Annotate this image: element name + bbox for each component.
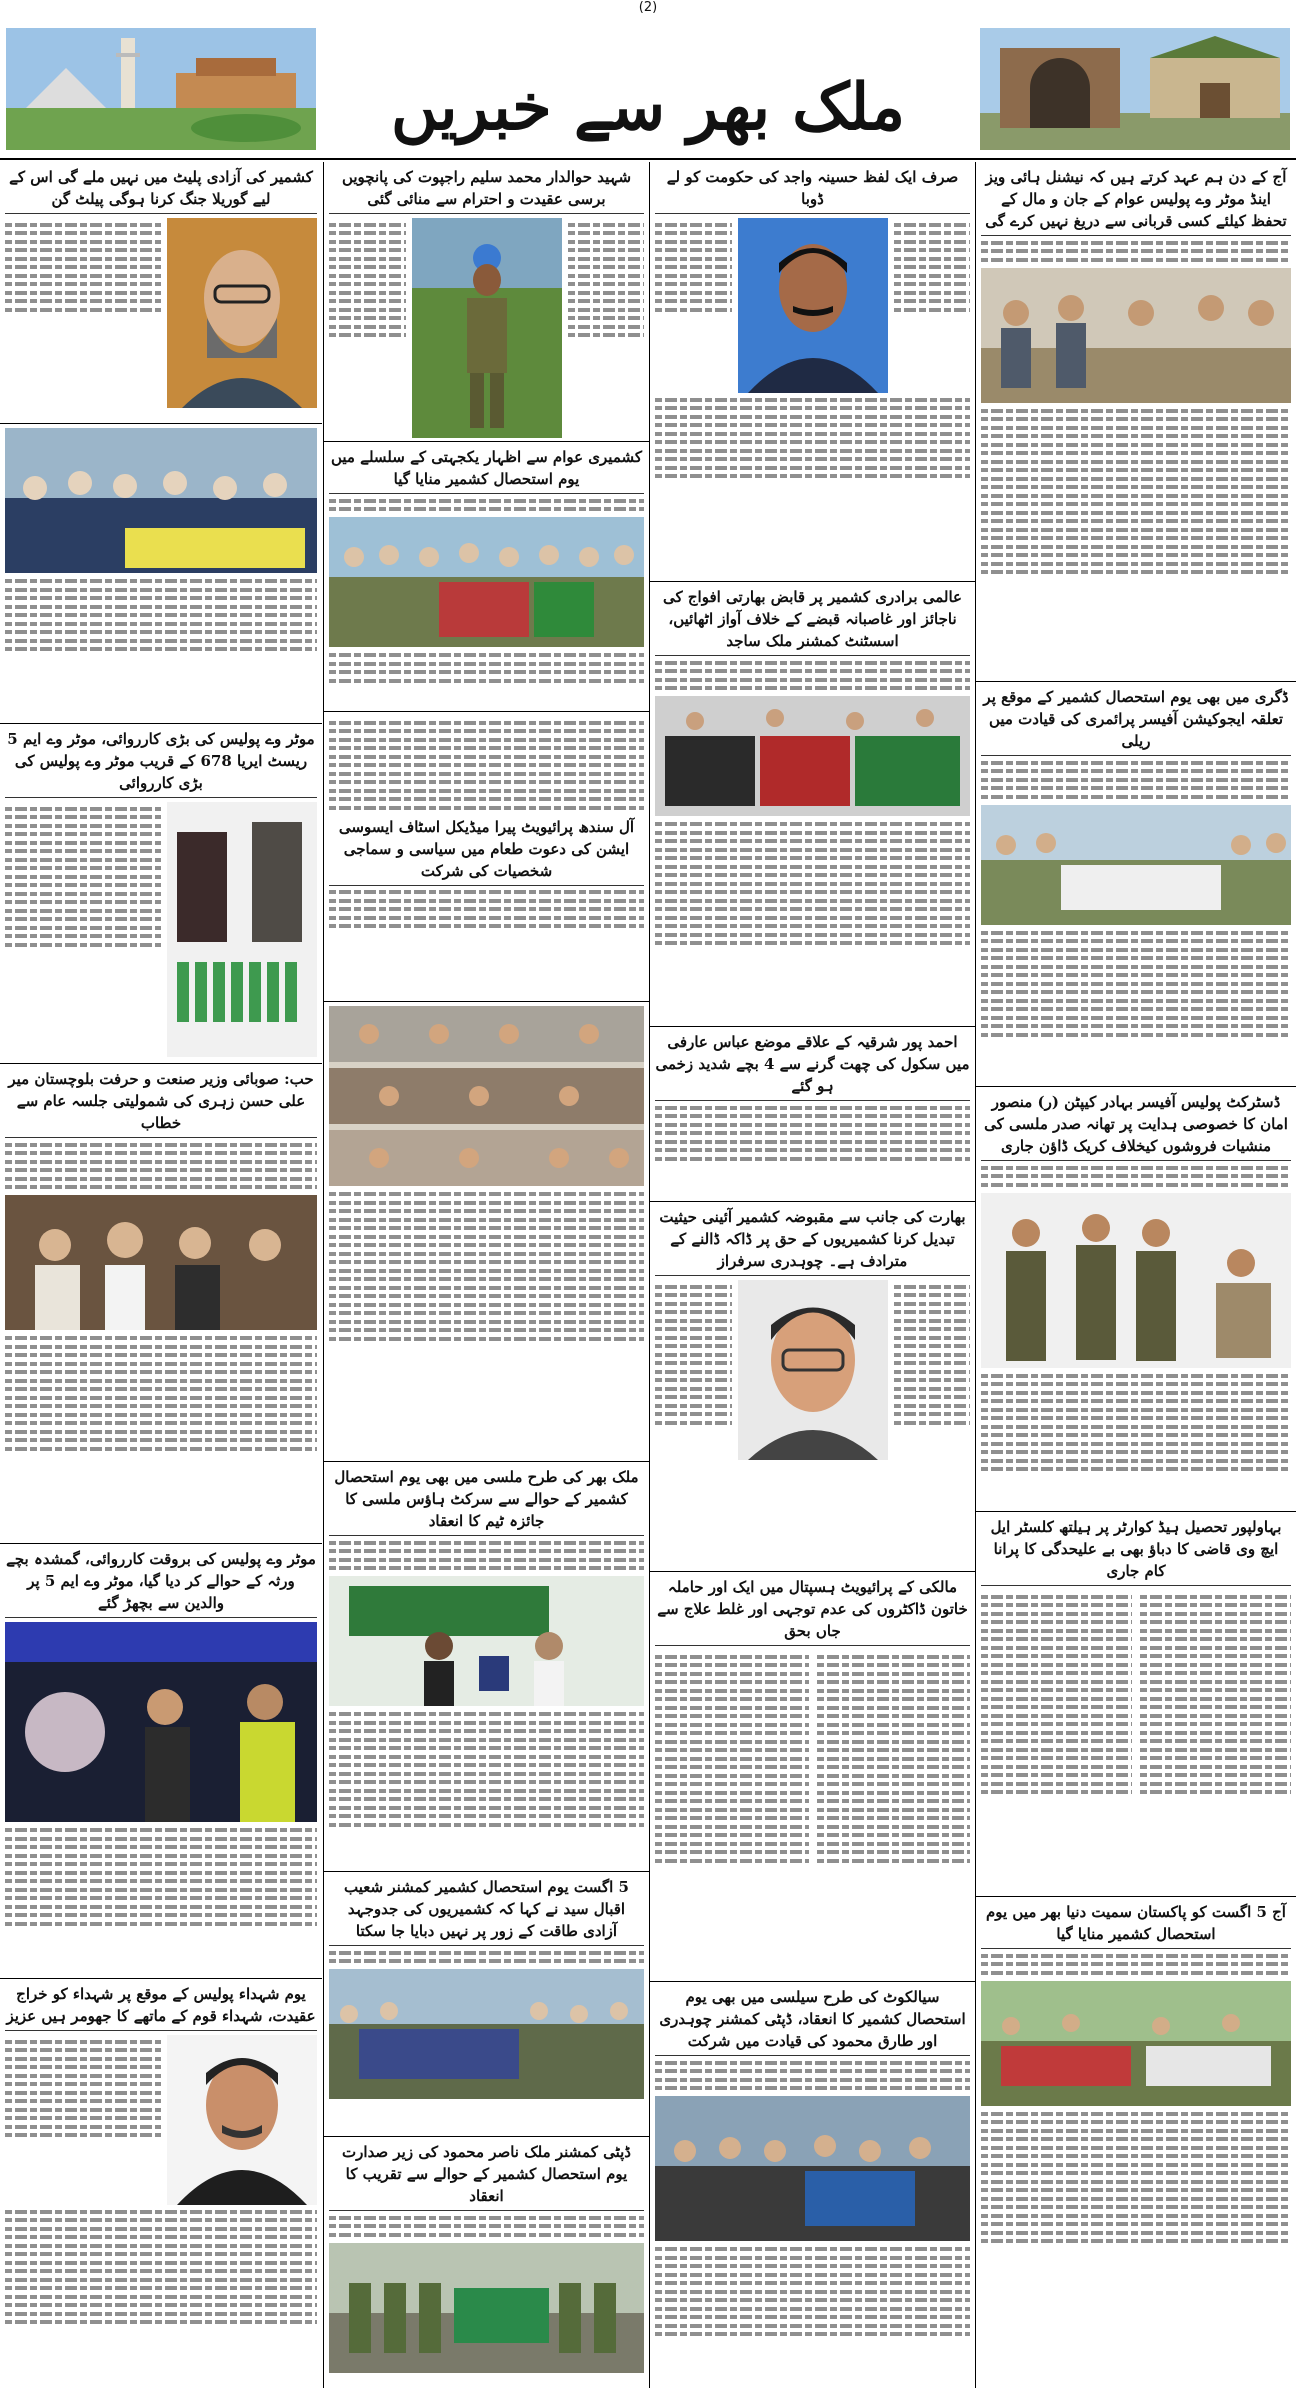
column-right (976, 162, 1296, 2388)
article-headline: بھارت کی جانب سے مقبوضہ کشمیر آئینی حیثیت تبدیل کرنا کشمیریوں کے حق پر ڈاکہ ڈالنے کے مترادف ہے۔ چوہدری سرفراز (655, 1206, 970, 1276)
article (650, 1982, 975, 2388)
masthead-title: ملک بھر سے خبریں (390, 70, 906, 145)
rescue-photo (5, 1622, 317, 1822)
article-headline: احمد پور شرقیہ کے علاقے موضع عباس عارفی میں سکول کی چھت گرنے سے 4 بچے شدید زخمی ہو گئے (655, 1031, 970, 1101)
article (650, 1202, 975, 1572)
article (324, 1872, 649, 2137)
article (976, 162, 1296, 682)
article (324, 442, 649, 712)
article-headline: موٹر وے پولیس کی بروقت کارروائی، گمشدہ بچے ورثہ کے حوالے کر دیا گیا، موٹر وے ایم 5 پر والدین سے بچھڑ گئے (5, 1548, 317, 1618)
article (976, 1087, 1296, 1512)
police-parade-photo (329, 2243, 644, 2373)
column-center-left (324, 162, 649, 2388)
article-headline: آج کے دن ہم عہد کرتے ہیں کہ نیشنل ہائی ویز اینڈ موٹر وے پولیس عوام کے جان و مال کے تحفظ کیلئے کسی قربانی سے دریغ نہیں کرے گی (981, 166, 1291, 236)
article-headline: ڈگری میں بھی یوم استحصال کشمیر کے موقع پر تعلقہ ایجوکیشن آفیسر پرائمری کی قیادت میں ریلی (981, 686, 1291, 756)
article-headline: یوم شہداء پولیس کے موقع پر شہداء کو خراج عقیدت، شہداء قوم کے ماتھے کا جھومر ہیں عزیز (5, 1983, 317, 2031)
article-headline: شہید حوالدار محمد سلیم راجپوت کی پانچویں برسی عقیدت و احترام سے منائی گئی (329, 166, 644, 214)
article-headline: آل سندھ پرائیویٹ پیرا میڈیکل اسٹاف ایسوسی ایشن کی دعوت طعام میں سیاسی و سماجی شخصیات کی شرکت (329, 816, 644, 886)
article (0, 724, 322, 1064)
article (650, 1027, 975, 1202)
article (976, 682, 1296, 1087)
column-center-right (650, 162, 975, 2388)
article-headline: عالمی برادری کشمیر پر قابض بھارتی افواج کی ناجائز اور غاصبانہ قبضے کے خلاف آواز اٹھائیں، اسسٹنٹ کمشنر ملک ساجد (655, 586, 970, 656)
police-arrest-photo (981, 1193, 1291, 1368)
article-headline: ڈپٹی کمشنر ملک ناصر محمود کی زیر صدارت یوم استحصال کشمیر کے حوالے سے تقریب کا انعقاد (329, 2141, 644, 2211)
police-meeting-photo (981, 268, 1291, 403)
masthead (0, 18, 1296, 160)
masthead-landmarks-photo (6, 28, 316, 150)
speech-photo (5, 1195, 317, 1330)
article (650, 162, 975, 582)
article (976, 1897, 1296, 2388)
masthead-gateway-photo (980, 28, 1290, 150)
article (0, 162, 322, 424)
article-headline: حب: صوبائی وزیر صنعت و حرفت بلوچستان میر علی حسن زہری کی شمولیتی جلسہ عام سے خطاب (5, 1068, 317, 1138)
article (0, 1979, 322, 2388)
article-headline: مالکی کے پرائیویٹ ہسپتال میں ایک اور حاملہ خاتون ڈاکٹروں کی عدم توجہی اور غلط علاج سے جاں بحق (655, 1576, 970, 1646)
rally-banner-photo (329, 517, 644, 647)
article-headline: ڈسٹرکٹ پولیس آفیسر بہادر کیپٹن (ر) منصور امان کا خصوصی ہدایت پر تھانہ صدر ملسی کی منشیات فروشوں کیخلاف کریک ڈاؤن جاری (981, 1091, 1291, 1161)
school-rally-photo (981, 805, 1291, 925)
gathering-photo-collage (329, 1006, 644, 1186)
article (650, 582, 975, 1027)
soldier-photo (412, 218, 562, 438)
article-headline: بہاولپور تحصیل ہیڈ کوارٹر پر ہیلتھ کلسٹر ایل ایچ وی قاضی کا دباؤ بھی بے علیحدگی کا پرانا کام جاری (981, 1516, 1291, 1586)
rally-photo (5, 428, 317, 573)
column-left (0, 162, 322, 2388)
article-headline: 5 اگست یوم استحصال کشمیر کمشنر شعیب اقبال سید نے کہا کہ کشمیریوں کی جدوجہد آزادی طاقت کے زور پر نہیں دبایا جا سکتا (329, 1876, 644, 1946)
article (324, 162, 649, 442)
article-headline: موٹر وے پولیس کی بڑی کارروائی، موٹر وے ایم 5 ریسٹ ایریا 678 کے قریب موٹر وے پولیس کی بڑی کارروائی (5, 728, 317, 798)
article (324, 712, 649, 1002)
article-headline: آج 5 اگست کو پاکستان سمیت دنیا بھر میں یوم استحصال کشمیر منایا گیا (981, 1901, 1291, 1949)
article-headline: ملک بھر کی طرح ملسی میں بھی یوم استحصال کشمیر کے حوالے سے سرکٹ ہاؤس ملسی کا جائزہ ٹیم کا انعقاد (329, 1466, 644, 1536)
article (650, 1572, 975, 1982)
article (0, 1064, 322, 1544)
seized-goods-photo (167, 802, 317, 1057)
article-headline: کشمیری عوام سے اظہار یکجہتی کے سلسلے میں یوم استحصال کشمیر منایا گیا (329, 446, 644, 494)
article-headline: سیالکوٹ کی طرح سیلسی میں بھی یوم استحصال کشمیر کا انعقاد، ڈپٹی کمشنر چوہدری اور طارق محمود کی قیادت میں شرکت (655, 1986, 970, 2056)
article-headline: کشمیر کی آزادی پلیٹ میں نہیں ملے گی اس کے لیے گوریلا جنگ کرنا ہوگی پیلٹ گن (5, 166, 317, 214)
portrait-photo (167, 2035, 317, 2205)
protest-photo (655, 2096, 970, 2241)
article-headline: صرف ایک لفظ حسینہ واجد کی حکومت کو لے ڈوبا (655, 166, 970, 214)
article (324, 1002, 649, 1462)
article (976, 1512, 1296, 1897)
portrait-photo (738, 218, 888, 393)
article (324, 1462, 649, 1872)
march-photo (981, 1981, 1291, 2106)
banner-rally-photo (655, 696, 970, 816)
shield-presentation-photo (329, 1576, 644, 1706)
portrait-photo (738, 1280, 888, 1460)
article (0, 1544, 322, 1979)
rally-photo (329, 1969, 644, 2099)
page-number: (2) (638, 0, 658, 15)
article (324, 2137, 649, 2388)
portrait-photo (167, 218, 317, 408)
article (0, 424, 322, 724)
